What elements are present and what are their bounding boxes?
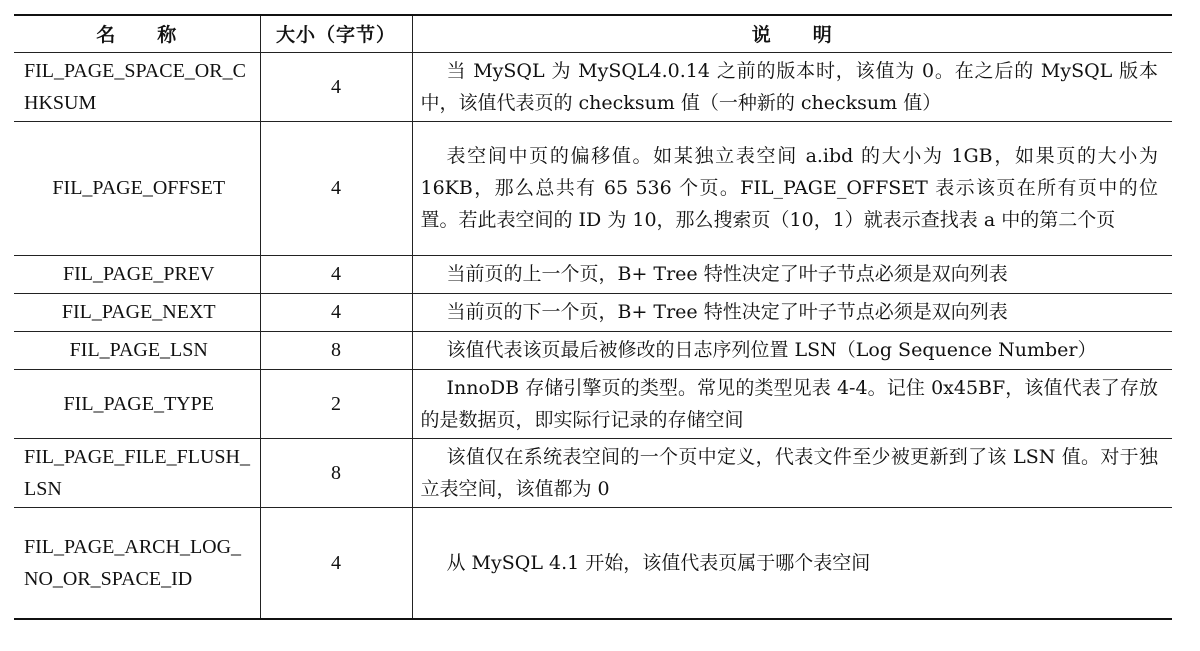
field-size: 8 xyxy=(260,331,412,369)
field-size: 8 xyxy=(260,438,412,507)
fil-header-table xyxy=(14,14,1172,620)
field-name: FIL_PAGE_PREV xyxy=(62,263,215,285)
field-name: FIL_PAGE_LSN xyxy=(69,339,208,361)
field-name-cell xyxy=(14,369,260,438)
header-size: 大小（字节） xyxy=(260,15,412,52)
field-desc: 当前页的下一个页，B+ Tree 特性决定了叶子节点必须是双向列表 xyxy=(412,293,1172,331)
header-desc: 说明 xyxy=(412,15,1172,52)
field-name-cell xyxy=(14,293,260,331)
field-name: FIL_PAGE_NEXT xyxy=(61,301,216,323)
field-desc: 当 MySQL 为 MySQL4.0.14 之前的版本时，该值为 0。在之后的 MySQL 版本中，该值代表页的 checksum 值（一种新的 checksum 值） xyxy=(412,52,1172,121)
field-name: FIL_PAGE_FILE_FLUSH_LSN xyxy=(24,445,250,500)
field-name-cell xyxy=(14,255,260,293)
field-size: 4 xyxy=(260,293,412,331)
table-row xyxy=(14,331,1172,369)
field-name-cell xyxy=(14,438,260,507)
table-row xyxy=(14,369,1172,438)
field-desc: 该值代表该页最后被修改的日志序列位置 LSN（Log Sequence Number） xyxy=(412,331,1172,369)
field-name-cell xyxy=(14,331,260,369)
field-name: FIL_PAGE_TYPE xyxy=(63,392,214,415)
table-row xyxy=(14,293,1172,331)
field-name: FIL_PAGE_ARCH_LOG_NO_OR_SPACE_ID xyxy=(24,535,242,590)
table-row xyxy=(14,507,1172,619)
header-row xyxy=(14,15,1172,52)
field-size: 2 xyxy=(260,369,412,438)
field-desc: 表空间中页的偏移值。如某独立表空间 a.ibd 的大小为 1GB，如果页的大小为 16KB，那么总共有 65 536 个页。FIL_PAGE_OFFSET 表示该页在所有页中的位置。若此表空间的 ID 为 10，那么搜索页（10，1）就表示查找表 a 中的第二个页 xyxy=(412,121,1172,255)
field-name: FIL_PAGE_OFFSET xyxy=(52,177,226,199)
header-name: 名称 xyxy=(14,15,260,52)
table-row xyxy=(14,121,1172,255)
field-size: 4 xyxy=(260,121,412,255)
table-row xyxy=(14,438,1172,507)
field-name-cell xyxy=(14,121,260,255)
field-desc: 当前页的上一个页，B+ Tree 特性决定了叶子节点必须是双向列表 xyxy=(412,255,1172,293)
field-name-cell xyxy=(14,52,260,121)
field-name-cell xyxy=(14,507,260,619)
field-size: 4 xyxy=(260,52,412,121)
table-row xyxy=(14,255,1172,293)
field-desc: 从 MySQL 4.1 开始，该值代表页属于哪个表空间 xyxy=(412,507,1172,619)
field-name: FIL_PAGE_SPACE_OR_CHKSUM xyxy=(24,59,246,114)
field-desc: 该值仅在系统表空间的一个页中定义，代表文件至少被更新到了该 LSN 值。对于独立表空间，该值都为 0 xyxy=(412,438,1172,507)
field-size: 4 xyxy=(260,507,412,619)
field-desc: InnoDB 存储引擎页的类型。常见的类型见表 4-4。记住 0x45BF，该值代表了存放的是数据页，即实际行记录的存储空间 xyxy=(412,369,1172,438)
table-row xyxy=(14,52,1172,121)
field-size: 4 xyxy=(260,255,412,293)
